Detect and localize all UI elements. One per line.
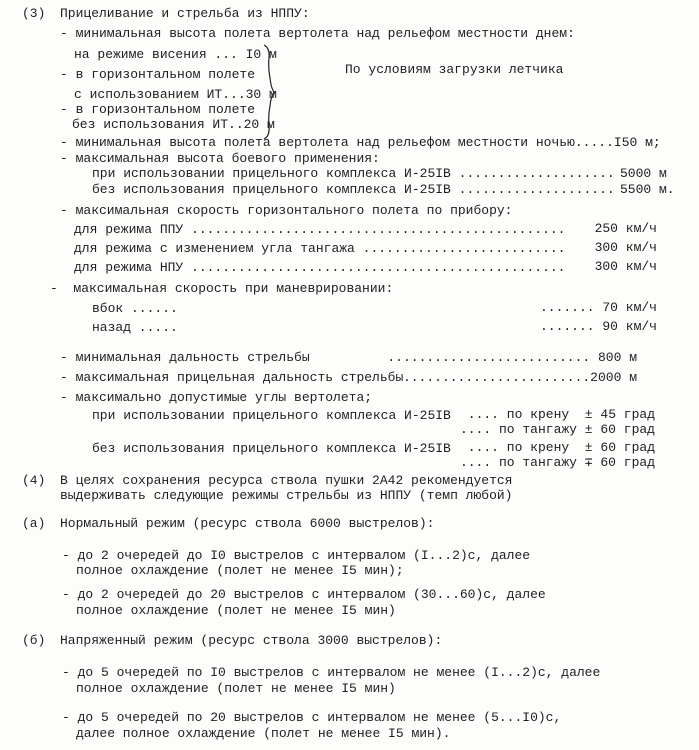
section-title: Прицеливание и стрельба из НППУ: bbox=[60, 6, 310, 21]
angles-without-sight-pitch: .... по тангажу ∓ 60 град bbox=[459, 455, 655, 470]
intense-mode-item-2: - до 5 очередей по 20 выстрелов с интервалом не менее (5...I0)с, bbox=[62, 710, 562, 725]
altitude-with-sight: при использовании прицельного комплекса И-25IВ .................... bbox=[92, 166, 615, 181]
speed-ppu-value: 250 км/ч bbox=[594, 221, 657, 236]
normal-mode-title: Нормальный режим (ресурс ствола 6000 выстрелов): bbox=[60, 516, 435, 531]
min-height-day: - минимальная высота полета вертолета над рельефом местности днем: bbox=[60, 26, 575, 41]
max-altitude: - максимальная высота боевого применения: bbox=[60, 151, 380, 166]
max-range-value: ........................2000 м bbox=[402, 370, 637, 385]
speed-npu-value: 300 км/ч bbox=[594, 259, 657, 274]
intense-mode-title: Напряженный режим (ресурс ствола 3000 выстрелов): bbox=[60, 633, 443, 648]
maneuver-speed: - максимальная скорость при маневрировании: bbox=[50, 281, 394, 296]
recommendation-line-1: В целях сохранения ресурса ствола пушки 2А42 рекомендуется bbox=[60, 473, 513, 488]
altitude-without-sight-value: 5500 м. bbox=[620, 182, 675, 197]
angles-with-sight-roll: .... по крену ± 45 град bbox=[467, 407, 655, 422]
normal-mode-item-1: - до 2 очередей до I0 выстрелов с интервалом (I...2)с, далее bbox=[62, 548, 531, 563]
section-number: (4) bbox=[22, 473, 46, 488]
altitude-without-sight: без использования прицельного комплекса И-25IВ .................... bbox=[92, 182, 615, 197]
max-speed: - максимальная скорость горизонтального полета по прибору: bbox=[60, 203, 513, 218]
intense-mode-item-2-cont: далее полное охлаждение (полет не менее I5 мин). bbox=[76, 726, 451, 741]
normal-mode-item-2-cont: полное охлаждение (полет не менее I5 мин) bbox=[76, 603, 396, 618]
sideways: вбок ...... bbox=[92, 301, 178, 316]
angles-with-sight-pitch: .... по тангажу ± 60 град bbox=[459, 422, 655, 437]
recommendation-line-2: выдерживать следующие режимы стрельбы из НППУ (темп любой) bbox=[60, 488, 513, 503]
speed-npu: для режима НПУ ................................................ bbox=[74, 260, 566, 275]
angles-without-sight-roll: .... по крену ± 60 град bbox=[467, 440, 655, 455]
subsection-a-number: (а) bbox=[22, 516, 46, 531]
intense-mode-item-1-cont: полное охлаждение (полет не менее I5 мин) bbox=[76, 681, 396, 696]
brace-note: По условиям загрузки летчика bbox=[345, 62, 564, 77]
max-angles: - максимально допустимые углы вертолета; bbox=[60, 390, 373, 405]
altitude-with-sight-value: 5000 м bbox=[620, 166, 667, 181]
min-range-value: .......................... 800 м bbox=[387, 350, 637, 365]
horizontal-with-it: - в горизонтальном полете bbox=[60, 67, 256, 82]
horizontal-with-it-value: с использованием ИТ...30 м bbox=[74, 87, 277, 102]
min-range: - минимальная дальность стрельбы bbox=[60, 350, 310, 365]
angles-with-sight: при использовании прицельного комплекса И-25IВ bbox=[92, 408, 451, 423]
min-height-night: - минимальная высота полета вертолета над рельефом местности ночью.....I50 м; bbox=[60, 135, 661, 150]
max-range: - максимальная прицельная дальность стрельбы bbox=[60, 370, 404, 385]
sideways-value: ....... 70 км/ч bbox=[539, 300, 657, 315]
speed-pitch: для режима с изменением угла тангажа .......................... bbox=[74, 241, 566, 256]
backwards: назад ..... bbox=[92, 320, 178, 335]
backwards-value: ....... 90 км/ч bbox=[539, 319, 657, 334]
horizontal-without-it: - в горизонтальном полете bbox=[60, 102, 256, 117]
angles-without-sight: без использования прицельного комплекса И-25IВ bbox=[92, 441, 451, 456]
subsection-b-number: (б) bbox=[22, 633, 46, 648]
normal-mode-item-2: - до 2 очередей до 20 выстрелов с интервалом (30...60)с, далее bbox=[62, 587, 546, 602]
speed-pitch-value: 300 км/ч bbox=[594, 240, 657, 255]
intense-mode-item-1: - до 5 очередей по I0 выстрелов с интервалом не менее (I...2)с, далее bbox=[62, 665, 601, 680]
normal-mode-item-1-cont: полное охлаждение (полет не менее I5 мин); bbox=[76, 563, 404, 578]
section-number: (3) bbox=[22, 6, 46, 21]
curly-brace-icon bbox=[262, 44, 276, 140]
speed-ppu: для режима ППУ ................................................ bbox=[74, 222, 566, 237]
hover-height: на режиме висения ... I0 м bbox=[74, 47, 277, 62]
horizontal-without-it-value: без использования ИТ..20 м bbox=[72, 117, 275, 132]
